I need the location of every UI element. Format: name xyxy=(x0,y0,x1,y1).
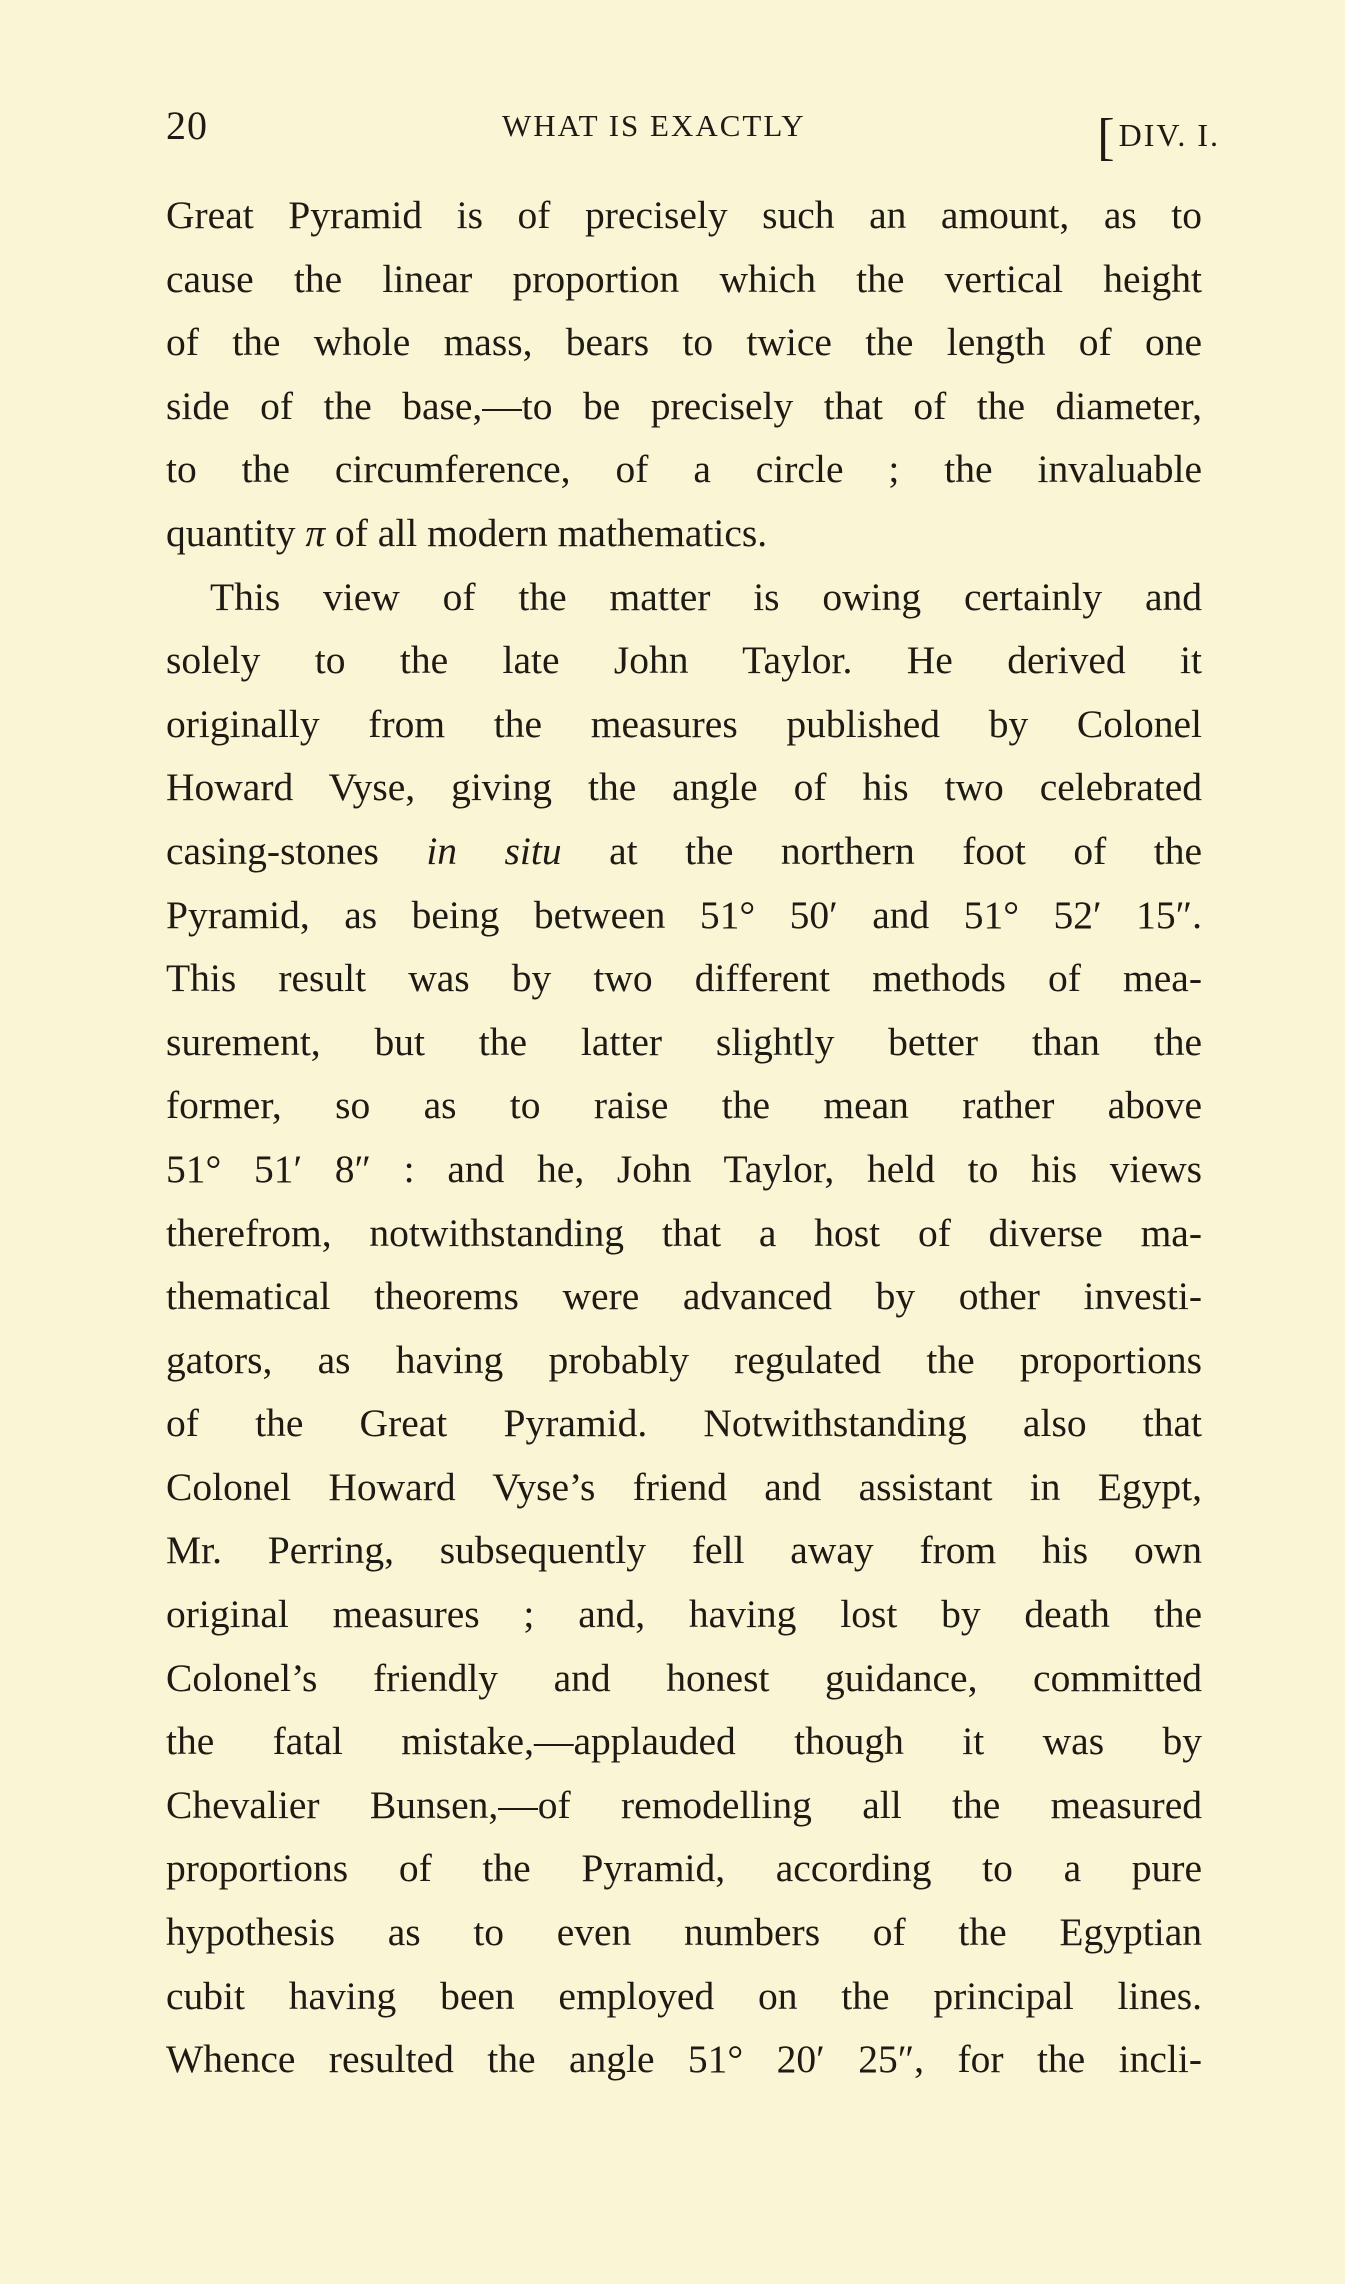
text-line xyxy=(166,1519,1202,1583)
text-line xyxy=(166,248,1202,312)
text-segment: gators, as having probably regulated the proportions xyxy=(166,1337,1202,1382)
text-segment: original measures ; and, having lost by death the xyxy=(166,1592,1202,1637)
text-line xyxy=(166,438,1202,502)
text-segment: of the whole mass, bears to twice the length of one xyxy=(166,320,1202,365)
division-bracket: [ xyxy=(1097,109,1117,166)
text-segment: cause the linear proportion which the vertical height xyxy=(166,256,1202,301)
text-segment: casing-stones xyxy=(166,828,427,873)
text-segment: former, so as to raise the mean rather above xyxy=(166,1083,1202,1128)
text-line xyxy=(166,311,1202,375)
division-text: DIV. I. xyxy=(1118,117,1220,153)
text-line xyxy=(166,629,1202,693)
text-line xyxy=(166,1901,1202,1965)
text-segment: Great Pyramid is of precisely such an amount, as to xyxy=(166,193,1202,237)
text-segment: side of the base,—to be precisely that of the diameter, xyxy=(166,383,1202,428)
text-line xyxy=(166,1965,1202,2029)
text-line xyxy=(166,566,1202,630)
text-line xyxy=(166,947,1202,1011)
text-line xyxy=(166,1837,1202,1901)
text-segment: hypothesis as to even numbers of the Egyptian xyxy=(166,1910,1202,1955)
text-segment: Colonel’s friendly and honest guidance, committed xyxy=(166,1655,1202,1700)
text-segment: quantity xyxy=(166,510,306,555)
italic-text-segment: π xyxy=(305,510,326,555)
text-segment: the fatal mistake,—applauded though it was by xyxy=(166,1719,1202,1764)
text-segment: solely to the late John Taylor. He derived it xyxy=(166,638,1202,683)
text-segment: This result was by two different methods of mea- xyxy=(166,956,1202,1001)
text-segment: Chevalier Bunsen,—of remodelling all the measured xyxy=(166,1782,1202,1827)
running-title: WHAT IS EXACTLY xyxy=(502,108,806,143)
text-segment: Colonel Howard Vyse’s friend and assistant in Egypt, xyxy=(166,1464,1202,1509)
text-segment: proportions of the Pyramid, according to a pure xyxy=(166,1846,1202,1891)
text-line xyxy=(166,1265,1202,1329)
running-head xyxy=(166,98,1220,166)
text-segment: This view of the matter is owing certainly and xyxy=(210,574,1202,619)
text-segment: Whence resulted the angle 51° 20′ 25″, for the incli- xyxy=(166,2037,1202,2082)
text-segment: 51° 51′ 8″ : and he, John Taylor, held to his views xyxy=(166,1146,1202,1191)
text-segment: to the circumference, of a circle ; the invaluable xyxy=(166,447,1202,492)
division-label xyxy=(1097,100,1220,166)
italic-text-segment: in situ xyxy=(426,828,562,873)
text-segment: Pyramid, as being between 51° 50′ and 51° 52′ 15″. xyxy=(166,892,1202,937)
text-line xyxy=(166,1647,1202,1711)
text-segment: of all modern mathematics. xyxy=(325,510,768,555)
text-line xyxy=(166,1011,1202,1075)
text-line xyxy=(166,184,1202,248)
body-text xyxy=(166,184,1202,2092)
text-line xyxy=(166,756,1202,820)
text-line xyxy=(166,2028,1202,2092)
text-segment: thematical theorems were advanced by other investi- xyxy=(166,1274,1202,1319)
text-line xyxy=(166,884,1202,948)
text-segment: cubit having been employed on the principal lines. xyxy=(166,1973,1202,2018)
text-segment: originally from the measures published by Colonel xyxy=(166,701,1202,746)
text-line xyxy=(166,1202,1202,1266)
text-line xyxy=(166,1392,1202,1456)
text-line xyxy=(166,693,1202,757)
text-segment: of the Great Pyramid. Notwithstanding also that xyxy=(166,1401,1202,1446)
text-segment: surement, but the latter slightly better than the xyxy=(166,1019,1202,1064)
text-line xyxy=(166,1710,1202,1774)
text-segment: at the northern foot of the xyxy=(561,828,1202,873)
text-segment: therefrom, notwithstanding that a host of diverse ma- xyxy=(166,1210,1202,1255)
text-line xyxy=(166,375,1202,439)
text-line xyxy=(166,1774,1202,1838)
text-line xyxy=(166,1456,1202,1520)
text-line xyxy=(166,1329,1202,1393)
text-line xyxy=(166,1074,1202,1138)
text-line xyxy=(166,1583,1202,1647)
text-segment: Mr. Perring, subsequently fell away from his own xyxy=(166,1528,1202,1573)
page-number: 20 xyxy=(166,103,208,148)
text-line xyxy=(166,502,1202,566)
text-segment: Howard Vyse, giving the angle of his two celebrated xyxy=(166,765,1202,810)
text-line xyxy=(166,820,1202,884)
text-line xyxy=(166,1138,1202,1202)
